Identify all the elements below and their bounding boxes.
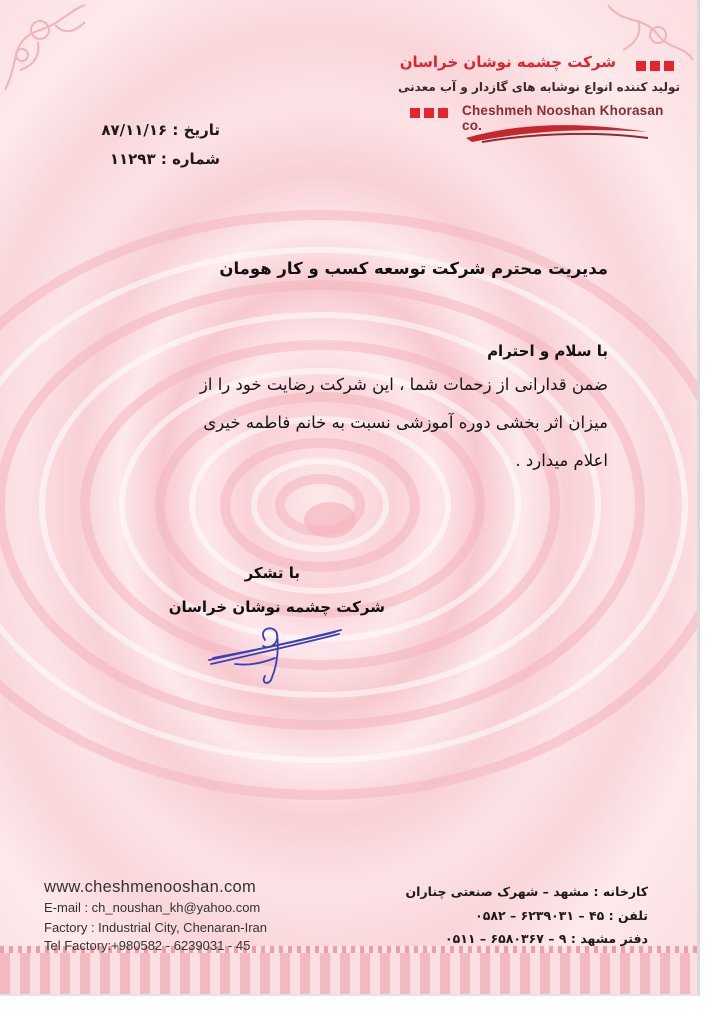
office-phone-fa: دفتر مشهد : ۹ – ۶۵۸۰۳۶۷ – ۰۵۱۱ bbox=[445, 931, 648, 946]
brand-square-icon bbox=[650, 61, 660, 71]
scan-edge bbox=[0, 994, 700, 996]
factory-phone-en: Tel Factory:+980582 - 6239031 - 45 bbox=[44, 938, 251, 953]
body-line: اعلام میدارد . bbox=[515, 451, 608, 470]
letter-date: تاریخ : ۸۷/۱۱/۱۶ bbox=[101, 121, 220, 139]
company-name-en: Cheshmeh Nooshan Khorasan co. bbox=[462, 103, 664, 133]
factory-address-en: Factory : Industrial City, Chenaran-Iran bbox=[44, 920, 268, 935]
brand-square-icon bbox=[410, 108, 420, 118]
closing-line: با تشکر bbox=[244, 564, 300, 582]
brand-square-icon bbox=[424, 108, 434, 118]
recipient-line: مدیریت محترم شرکت توسعه کسب و کار هومان bbox=[219, 259, 608, 278]
brand-square-icon bbox=[636, 61, 646, 71]
greeting-line: با سلام و احترام bbox=[487, 342, 608, 360]
brand-square-icon bbox=[438, 108, 448, 118]
footer-pattern-band bbox=[0, 953, 697, 994]
scan-edge bbox=[697, 0, 700, 994]
company-name-fa: شرکت چشمه نوشان خراسان bbox=[399, 53, 616, 71]
handwritten-signature bbox=[205, 620, 345, 690]
website-link[interactable]: www.cheshmenooshan.com bbox=[44, 878, 257, 896]
floral-ornament-icon bbox=[0, 0, 95, 100]
swoosh-logo-icon bbox=[462, 118, 652, 146]
factory-address-fa: کارخانه : مشهد – شهرک صنعتی چناران bbox=[405, 884, 648, 899]
factory-phone-fa: تلفن : ۴۵ – ۶۲۳۹۰۳۱ – ۰۵۸۲ bbox=[475, 908, 648, 923]
company-subtitle-fa: تولید کننده انواع نوشابه های گازدار و آب معدنی bbox=[398, 80, 680, 94]
email-line[interactable]: E-mail : ch_noushan_kh@yahoo.com bbox=[44, 900, 261, 915]
signatory-name: شرکت چشمه نوشان خراسان bbox=[168, 598, 385, 616]
body-line: ضمن قدارانی از زحمات شما ، این شرکت رضایت خود را از bbox=[199, 375, 608, 394]
brand-square-icon bbox=[664, 61, 674, 71]
body-line: میزان اثر بخشی دوره آموزشی نسبت به خانم فاطمه خیری bbox=[203, 413, 608, 432]
letter-number: شماره : ۱۱۲۹۳ bbox=[109, 150, 220, 168]
